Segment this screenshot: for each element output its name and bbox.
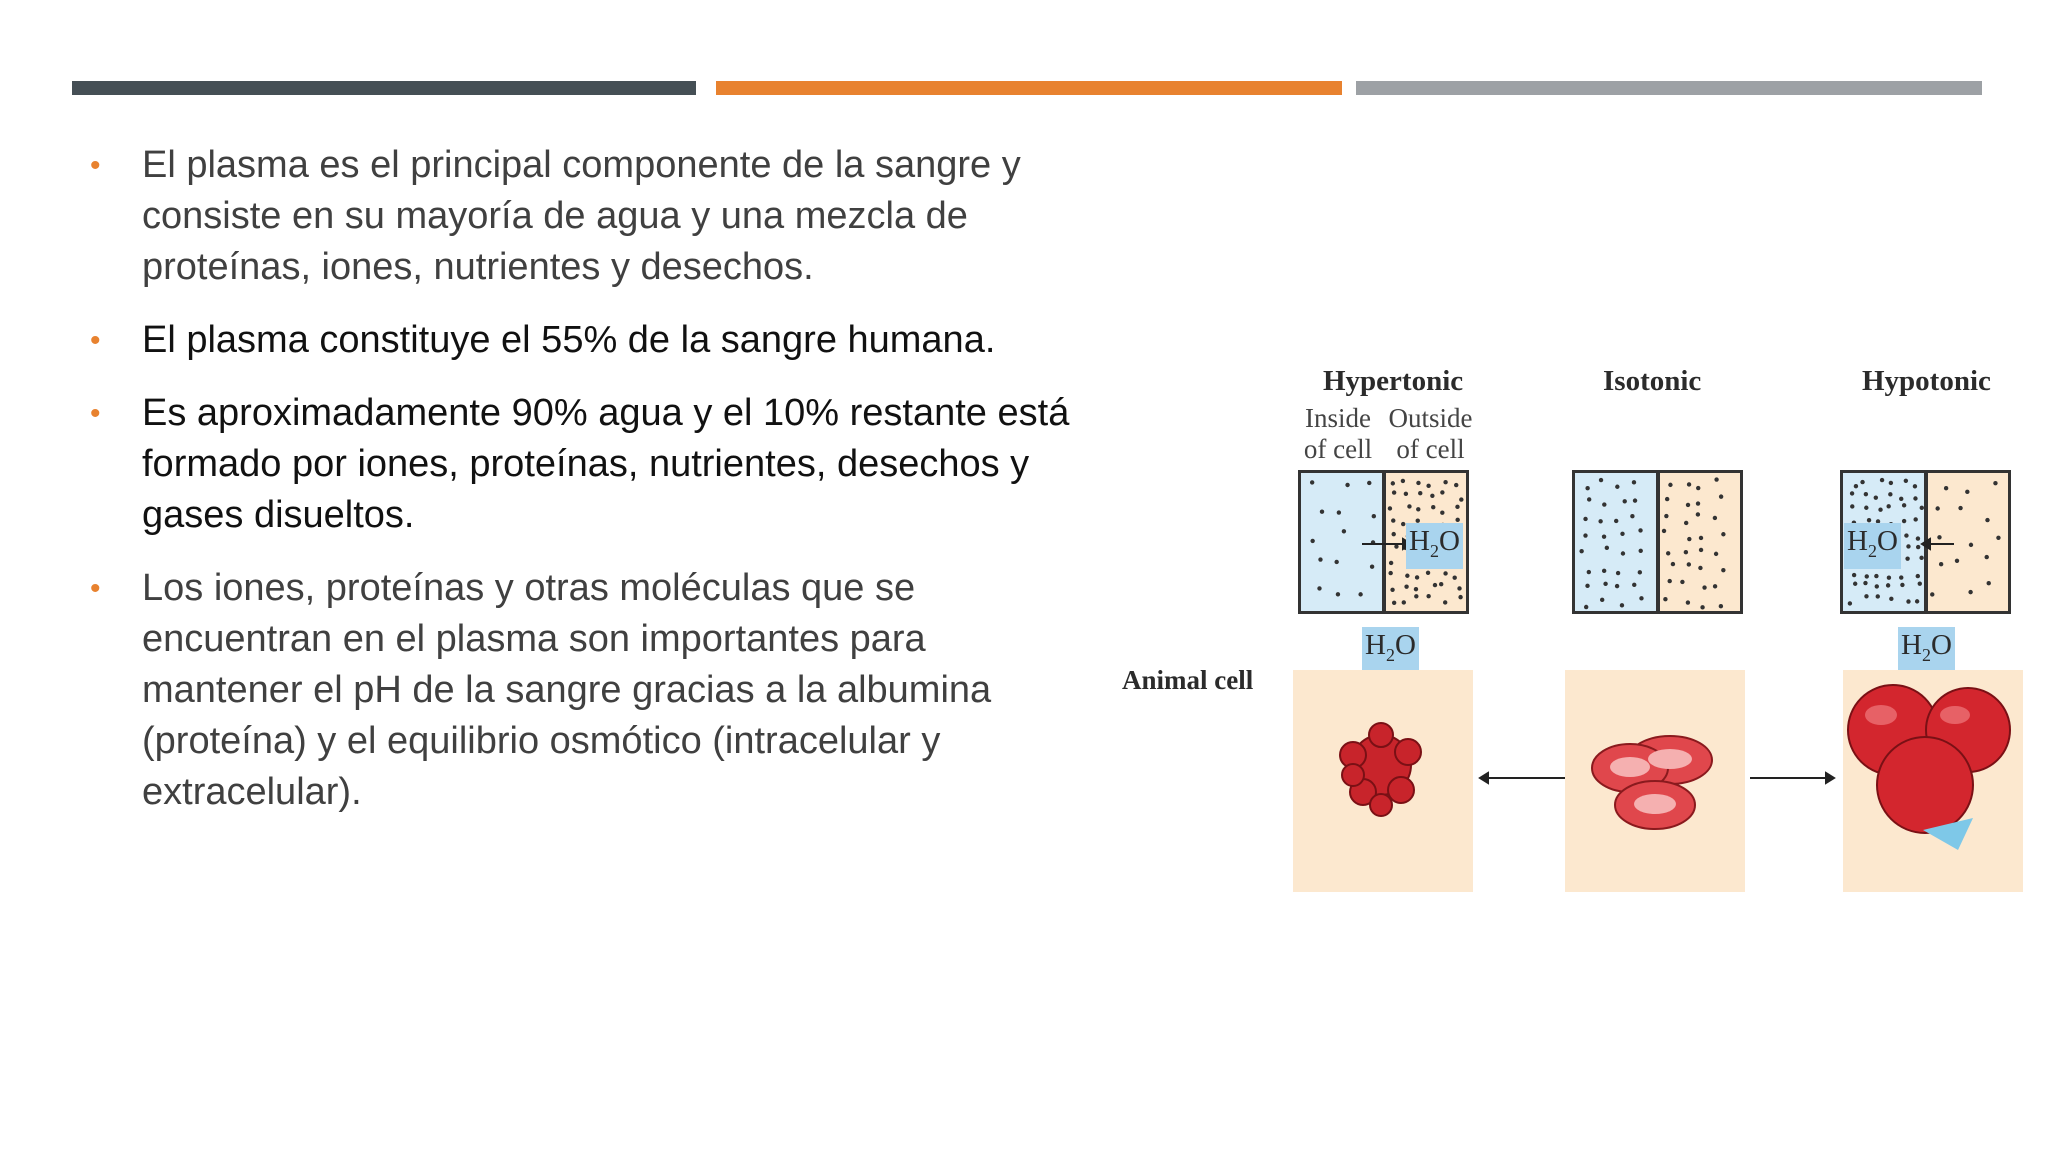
solute-dot [1372,514,1376,518]
solute-dot [1699,548,1703,552]
solute-dot [1853,582,1857,586]
solute-dot [1605,546,1609,550]
solute-dot [1913,517,1917,521]
solute-dot [1889,597,1893,601]
solute-dot [1639,549,1643,553]
solute-dot [1401,479,1405,483]
solute-dot [1336,592,1340,596]
solute-dot [1904,533,1908,537]
solute-dot [1696,501,1700,505]
solute-dot [1919,556,1923,560]
solute-dot [1987,581,1991,585]
solute-dot [1985,555,1989,559]
bullet-item-4 [90,563,1090,818]
solute-dot [1887,576,1891,580]
solute-dot [1320,510,1324,514]
animal-cell-label: Animal cell [1122,665,1254,695]
solute-dot [1965,490,1969,494]
solute-dot [1969,543,1973,547]
solute-dot [1719,604,1723,608]
solute-dot [1916,536,1920,540]
solute-dot [1714,477,1718,481]
solute-dot [1985,518,1989,522]
solute-dot [1416,481,1420,485]
solute-dot [1583,533,1587,537]
solute-dot [1721,532,1725,536]
header-bar-dark [72,81,696,95]
solute-dot [1939,562,1943,566]
solute-dot [1426,484,1430,488]
solute-dot [1686,600,1690,604]
solute-dot [1886,504,1890,508]
solute-dot [1698,566,1702,570]
solute-dot [1390,588,1394,592]
title-hypotonic: Hypotonic [1862,365,1991,397]
solute-dot [1638,570,1642,574]
solute-dot [1418,491,1422,495]
solute-dot [1317,586,1321,590]
solute-dot [1455,505,1459,509]
solute-dot [1864,506,1868,510]
solute-dot [1863,581,1867,585]
solute-dot [1310,480,1314,484]
solute-dot [1721,568,1725,572]
solute-dot [1452,576,1456,580]
bullet-list [90,140,1090,840]
solute-dot [1458,595,1462,599]
solute-dot [1457,586,1461,590]
solute-dot [1440,490,1444,494]
solute-dot [1388,506,1392,510]
solute-dot [1358,592,1362,596]
solute-dot [1993,481,1997,485]
solute-dot [1915,599,1919,603]
solute-dot [1599,478,1603,482]
bullet-marker: • [90,324,101,357]
solute-dot [1850,504,1854,508]
header-bar-gray [1356,81,1982,95]
solute-dot [1696,486,1700,490]
isotonic-cell-panel [1565,670,1745,892]
solute-dot [1902,519,1906,523]
inside-cell-label: Inside of cell [1303,403,1373,464]
solute-dot [1687,537,1691,541]
solute-dot [1687,482,1691,486]
outside-cell-label: Outside of cell [1388,403,1473,464]
solute-dot [1713,584,1717,588]
hypotonic-cell-panel [1843,670,2023,892]
solute-dot [1615,485,1619,489]
solute-dot [1958,506,1962,510]
solute-dot [1916,545,1920,549]
solute-dot [1850,491,1854,495]
solute-dot [1865,574,1869,578]
bullet-text-3: Es aproximadamente 90% agua y el 10% restante está formado por iones, proteínas, nutrientes, desechos y gases disueltos. [142,392,1070,536]
solute-dot [1937,535,1941,539]
solute-dot [1880,478,1884,482]
solute-dot [1616,571,1620,575]
solute-dot [1370,565,1374,569]
solute-dot [1440,510,1444,514]
solute-dot [1906,599,1910,603]
solute-dot [1388,571,1392,575]
solute-dot [1665,497,1669,501]
solute-dot [1900,583,1904,587]
bullet-text-1: El plasma es el principal componente de la sangre y consiste en su mayoría de agua y una mezcla de proteínas, iones, nutrientes y desechos. [142,144,1021,288]
solute-dot [1899,575,1903,579]
solute-dot [1584,605,1588,609]
solute-dot [1668,579,1672,583]
solute-dot [1426,571,1430,575]
solute-dot [1602,502,1606,506]
solute-dot [1439,582,1443,586]
solute-dot [1886,583,1890,587]
solute-dot [1632,583,1636,587]
bullet-marker: • [90,572,101,605]
h2o-label-hypertonic-beaker: $H_2O$ [1406,523,1463,569]
solute-dot [1454,483,1458,487]
solute-dot [1310,539,1314,543]
solute-dot [1389,561,1393,565]
bullet-item-2 [90,315,1090,366]
solute-dot [1638,528,1642,532]
solute-dot [1867,518,1871,522]
solute-dot [1603,582,1607,586]
solute-dot [1852,573,1856,577]
solute-dot [1602,569,1606,573]
solute-dot [1392,490,1396,494]
solute-dot [1600,598,1604,602]
solute-dot [1391,481,1395,485]
solute-dot [1719,494,1723,498]
solute-dot [1864,594,1868,598]
solute-dot [1668,483,1672,487]
solute-dot [1702,585,1706,589]
solute-dot [1935,506,1939,510]
solute-dot [1392,601,1396,605]
solute-dot [1714,552,1718,556]
solute-dot [1615,584,1619,588]
solute-dot [1404,492,1408,496]
solute-dot [1414,594,1418,598]
bullet-marker: • [90,149,101,182]
bullet-item-3 [90,388,1090,541]
solute-dot [1666,551,1670,555]
solute-dot [1930,592,1934,596]
solute-dot [1904,479,1908,483]
h2o-label-hypotonic-beaker: $H_2O$ [1844,523,1901,569]
solute-dot [1443,480,1447,484]
solute-dot [1680,580,1684,584]
solute-dot [1639,596,1643,600]
solute-dot [1996,536,2000,540]
solute-dot [1630,514,1634,518]
solute-dot [1684,550,1688,554]
solute-dot [1404,584,1408,588]
solute-dot [1414,587,1418,591]
bullet-text-4: Los iones, proteínas y otras moléculas que se encuentran en el plasma son importantes para mantener el pH de la sangre gracias a la albumina (proteína) y el equilibrio osmótico (intracelular y extracelular). [142,567,992,813]
solute-dot [1874,495,1878,499]
solute-dot [1889,481,1893,485]
solute-dot [1696,512,1700,516]
solute-dot [1632,480,1636,484]
solute-dot [1713,516,1717,520]
solute-dot [1433,583,1437,587]
solute-dot [1587,570,1591,574]
solute-dot [1700,605,1704,609]
solute-dot [1878,508,1882,512]
solute-dot [1854,484,1858,488]
solute-dot [1337,510,1341,514]
h2o-label-hypertonic-cell: $H_2O$ [1362,627,1419,673]
title-hypertonic: Hypertonic [1323,365,1464,397]
solute-dot [1955,559,1959,563]
solute-dot [1405,574,1409,578]
solute-dot [1342,529,1346,533]
bullet-item-1 [90,140,1090,293]
solute-dot [1875,584,1879,588]
solute-dot [1426,594,1430,598]
solute-dot [1874,574,1878,578]
solute-dot [1906,544,1910,548]
solute-dot [1431,505,1435,509]
solute-dot [1633,498,1637,502]
solute-dot [1902,503,1906,507]
solute-dot [1662,529,1666,533]
crenated-cell-icon [1293,670,1473,892]
h2o-label-hypotonic-cell: $H_2O$ [1898,627,1955,673]
solute-dot [1663,597,1667,601]
solute-dot [1391,518,1395,522]
solute-dot [1686,503,1690,507]
solute-dot [1944,486,1948,490]
solute-dot [1913,484,1917,488]
solute-dot [1848,601,1852,605]
solute-dot [1583,517,1587,521]
lysed-cell-icon [1843,670,2023,892]
normal-cells-icon [1565,670,1745,892]
tonicity-figure [1110,355,2030,915]
solute-dot [1443,571,1447,575]
solute-dot [1416,507,1420,511]
solute-dot [1585,486,1589,490]
bullet-marker: • [90,397,101,430]
solute-dot [1415,575,1419,579]
solute-dot [1899,497,1903,501]
solute-dot [1620,603,1624,607]
solute-dot [1664,514,1668,518]
solute-dot [1864,492,1868,496]
solute-dot [1407,504,1411,508]
solute-dot [1916,574,1920,578]
title-isotonic: Isotonic [1603,365,1702,397]
solute-dot [1585,584,1589,588]
solute-dot [1392,532,1396,536]
solute-dot [1318,557,1322,561]
solute-dot [1455,518,1459,522]
solute-dot [1443,600,1447,604]
solute-dot [1621,551,1625,555]
solute-dot [1430,494,1434,498]
solute-dot [1459,497,1463,501]
solute-dot [1860,480,1864,484]
solute-dot [1876,594,1880,598]
solute-dot [1334,560,1338,564]
solute-dot [1905,556,1909,560]
solute-dot [1913,496,1917,500]
header-bar-orange [716,81,1342,95]
solute-dot [1699,536,1703,540]
solute-dot [1623,499,1627,503]
solute-dot [1968,590,1972,594]
solute-dot [1598,519,1602,523]
solute-dot [1888,492,1892,496]
hypertonic-cell-panel [1293,670,1473,892]
solute-dot [1684,521,1688,525]
solute-dot [1920,506,1924,510]
solute-dot [1671,562,1675,566]
solute-dot [1587,497,1591,501]
solute-dot [1579,549,1583,553]
solute-dot [1620,532,1624,536]
bullet-text-2: El plasma constituye el 55% de la sangre humana. [142,319,996,361]
solute-dot [1345,483,1349,487]
solute-dot [1401,522,1405,526]
solute-dot [1402,600,1406,604]
solute-dot [1614,519,1618,523]
solute-dot [1602,534,1606,538]
solute-dot [1367,481,1371,485]
solute-dot [1687,562,1691,566]
solute-dot [1918,581,1922,585]
